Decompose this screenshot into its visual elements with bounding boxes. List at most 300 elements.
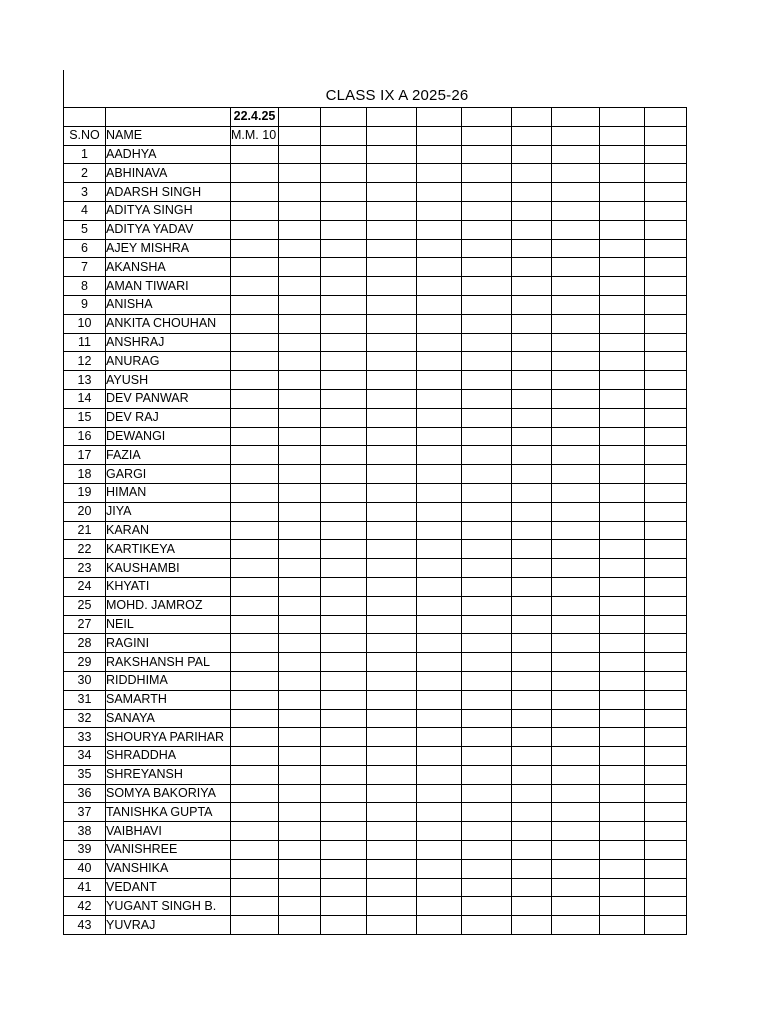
marks-cell[interactable] xyxy=(321,728,367,747)
marks-cell[interactable] xyxy=(552,408,600,427)
marks-cell[interactable] xyxy=(367,502,417,521)
marks-cell[interactable] xyxy=(512,220,552,239)
marks-cell[interactable] xyxy=(552,709,600,728)
marks-cell[interactable] xyxy=(512,728,552,747)
marks-cell[interactable] xyxy=(512,295,552,314)
marks-cell[interactable] xyxy=(645,277,687,296)
marks-cell[interactable] xyxy=(417,183,462,202)
marks-cell[interactable] xyxy=(462,314,512,333)
marks-cell[interactable] xyxy=(462,596,512,615)
marks-cell[interactable] xyxy=(231,145,279,164)
marks-cell[interactable] xyxy=(462,408,512,427)
marks-cell[interactable] xyxy=(231,408,279,427)
marks-cell[interactable] xyxy=(552,239,600,258)
marks-cell[interactable] xyxy=(552,220,600,239)
marks-cell[interactable] xyxy=(321,671,367,690)
marks-cell[interactable] xyxy=(321,201,367,220)
marks-cell[interactable] xyxy=(645,164,687,183)
marks-cell[interactable] xyxy=(367,577,417,596)
marks-cell[interactable] xyxy=(279,258,321,277)
marks-cell[interactable] xyxy=(600,521,645,540)
marks-cell[interactable] xyxy=(645,201,687,220)
marks-cell[interactable] xyxy=(600,389,645,408)
marks-cell[interactable] xyxy=(462,258,512,277)
marks-cell[interactable] xyxy=(231,521,279,540)
marks-cell[interactable] xyxy=(231,841,279,860)
marks-cell[interactable] xyxy=(512,408,552,427)
marks-cell[interactable] xyxy=(645,502,687,521)
marks-cell[interactable] xyxy=(279,295,321,314)
marks-cell[interactable] xyxy=(512,747,552,766)
marks-cell[interactable] xyxy=(231,822,279,841)
marks-cell[interactable] xyxy=(367,728,417,747)
marks-cell[interactable] xyxy=(321,878,367,897)
marks-cell[interactable] xyxy=(231,690,279,709)
marks-cell[interactable] xyxy=(600,803,645,822)
marks-cell[interactable] xyxy=(279,540,321,559)
marks-cell[interactable] xyxy=(417,784,462,803)
marks-cell[interactable] xyxy=(600,446,645,465)
marks-cell[interactable] xyxy=(417,258,462,277)
marks-cell[interactable] xyxy=(552,183,600,202)
marks-cell[interactable] xyxy=(279,765,321,784)
marks-cell[interactable] xyxy=(367,747,417,766)
marks-cell[interactable] xyxy=(645,784,687,803)
marks-cell[interactable] xyxy=(321,277,367,296)
marks-cell[interactable] xyxy=(552,389,600,408)
marks-cell[interactable] xyxy=(279,277,321,296)
marks-cell[interactable] xyxy=(645,615,687,634)
marks-cell[interactable] xyxy=(279,465,321,484)
marks-cell[interactable] xyxy=(321,220,367,239)
marks-cell[interactable] xyxy=(279,859,321,878)
marks-cell[interactable] xyxy=(367,841,417,860)
marks-cell[interactable] xyxy=(512,615,552,634)
marks-cell[interactable] xyxy=(600,465,645,484)
marks-cell[interactable] xyxy=(417,220,462,239)
marks-cell[interactable] xyxy=(417,615,462,634)
marks-cell[interactable] xyxy=(367,295,417,314)
marks-cell[interactable] xyxy=(231,859,279,878)
marks-cell[interactable] xyxy=(645,183,687,202)
marks-cell[interactable] xyxy=(512,803,552,822)
marks-cell[interactable] xyxy=(512,183,552,202)
marks-cell[interactable] xyxy=(279,446,321,465)
marks-cell[interactable] xyxy=(512,765,552,784)
marks-cell[interactable] xyxy=(231,765,279,784)
marks-cell[interactable] xyxy=(462,859,512,878)
marks-cell[interactable] xyxy=(462,295,512,314)
marks-cell[interactable] xyxy=(512,333,552,352)
marks-cell[interactable] xyxy=(512,389,552,408)
marks-cell[interactable] xyxy=(462,427,512,446)
marks-cell[interactable] xyxy=(321,371,367,390)
marks-cell[interactable] xyxy=(462,765,512,784)
marks-cell[interactable] xyxy=(645,446,687,465)
marks-cell[interactable] xyxy=(645,389,687,408)
marks-cell[interactable] xyxy=(367,277,417,296)
marks-cell[interactable] xyxy=(417,502,462,521)
marks-cell[interactable] xyxy=(231,540,279,559)
marks-cell[interactable] xyxy=(321,502,367,521)
marks-cell[interactable] xyxy=(231,465,279,484)
marks-cell[interactable] xyxy=(645,803,687,822)
marks-cell[interactable] xyxy=(462,371,512,390)
marks-cell[interactable] xyxy=(552,784,600,803)
marks-cell[interactable] xyxy=(600,314,645,333)
marks-cell[interactable] xyxy=(512,277,552,296)
marks-cell[interactable] xyxy=(645,314,687,333)
marks-cell[interactable] xyxy=(462,521,512,540)
marks-cell[interactable] xyxy=(417,201,462,220)
marks-cell[interactable] xyxy=(600,596,645,615)
marks-cell[interactable] xyxy=(645,258,687,277)
marks-cell[interactable] xyxy=(552,841,600,860)
marks-cell[interactable] xyxy=(279,690,321,709)
marks-cell[interactable] xyxy=(552,559,600,578)
marks-cell[interactable] xyxy=(600,784,645,803)
marks-cell[interactable] xyxy=(279,314,321,333)
marks-cell[interactable] xyxy=(645,859,687,878)
marks-cell[interactable] xyxy=(462,352,512,371)
marks-cell[interactable] xyxy=(231,916,279,935)
marks-cell[interactable] xyxy=(367,408,417,427)
marks-cell[interactable] xyxy=(321,784,367,803)
marks-cell[interactable] xyxy=(552,577,600,596)
marks-cell[interactable] xyxy=(462,502,512,521)
marks-cell[interactable] xyxy=(552,446,600,465)
marks-cell[interactable] xyxy=(462,540,512,559)
marks-cell[interactable] xyxy=(321,465,367,484)
marks-cell[interactable] xyxy=(552,859,600,878)
marks-cell[interactable] xyxy=(512,690,552,709)
marks-cell[interactable] xyxy=(600,352,645,371)
marks-cell[interactable] xyxy=(600,822,645,841)
marks-cell[interactable] xyxy=(552,634,600,653)
marks-cell[interactable] xyxy=(512,709,552,728)
marks-cell[interactable] xyxy=(462,145,512,164)
marks-cell[interactable] xyxy=(321,897,367,916)
marks-cell[interactable] xyxy=(231,709,279,728)
marks-cell[interactable] xyxy=(552,201,600,220)
marks-cell[interactable] xyxy=(367,634,417,653)
marks-cell[interactable] xyxy=(417,671,462,690)
marks-cell[interactable] xyxy=(367,333,417,352)
marks-cell[interactable] xyxy=(417,878,462,897)
marks-cell[interactable] xyxy=(417,841,462,860)
marks-cell[interactable] xyxy=(552,164,600,183)
marks-cell[interactable] xyxy=(417,822,462,841)
marks-cell[interactable] xyxy=(512,822,552,841)
marks-cell[interactable] xyxy=(279,352,321,371)
marks-cell[interactable] xyxy=(367,690,417,709)
marks-cell[interactable] xyxy=(552,333,600,352)
marks-cell[interactable] xyxy=(600,577,645,596)
marks-cell[interactable] xyxy=(600,878,645,897)
marks-cell[interactable] xyxy=(417,577,462,596)
marks-cell[interactable] xyxy=(512,145,552,164)
marks-cell[interactable] xyxy=(231,277,279,296)
marks-cell[interactable] xyxy=(231,427,279,446)
marks-cell[interactable] xyxy=(367,596,417,615)
marks-cell[interactable] xyxy=(417,371,462,390)
marks-cell[interactable] xyxy=(367,145,417,164)
marks-cell[interactable] xyxy=(279,577,321,596)
marks-cell[interactable] xyxy=(552,352,600,371)
marks-cell[interactable] xyxy=(367,615,417,634)
marks-cell[interactable] xyxy=(645,239,687,258)
marks-cell[interactable] xyxy=(552,314,600,333)
marks-cell[interactable] xyxy=(417,653,462,672)
marks-cell[interactable] xyxy=(231,671,279,690)
marks-cell[interactable] xyxy=(512,483,552,502)
marks-cell[interactable] xyxy=(321,803,367,822)
marks-cell[interactable] xyxy=(600,502,645,521)
marks-cell[interactable] xyxy=(552,671,600,690)
marks-cell[interactable] xyxy=(231,314,279,333)
marks-cell[interactable] xyxy=(231,615,279,634)
marks-cell[interactable] xyxy=(462,183,512,202)
marks-cell[interactable] xyxy=(512,164,552,183)
marks-cell[interactable] xyxy=(367,822,417,841)
marks-cell[interactable] xyxy=(417,540,462,559)
marks-cell[interactable] xyxy=(600,671,645,690)
marks-cell[interactable] xyxy=(279,483,321,502)
marks-cell[interactable] xyxy=(645,295,687,314)
marks-cell[interactable] xyxy=(552,483,600,502)
marks-cell[interactable] xyxy=(279,841,321,860)
marks-cell[interactable] xyxy=(231,559,279,578)
marks-cell[interactable] xyxy=(600,258,645,277)
marks-cell[interactable] xyxy=(512,878,552,897)
marks-cell[interactable] xyxy=(552,803,600,822)
marks-cell[interactable] xyxy=(645,728,687,747)
marks-cell[interactable] xyxy=(417,446,462,465)
marks-cell[interactable] xyxy=(462,615,512,634)
marks-cell[interactable] xyxy=(417,634,462,653)
marks-cell[interactable] xyxy=(645,709,687,728)
marks-cell[interactable] xyxy=(512,239,552,258)
marks-cell[interactable] xyxy=(512,446,552,465)
marks-cell[interactable] xyxy=(231,371,279,390)
marks-cell[interactable] xyxy=(462,784,512,803)
marks-cell[interactable] xyxy=(552,653,600,672)
marks-cell[interactable] xyxy=(321,389,367,408)
marks-cell[interactable] xyxy=(367,239,417,258)
marks-cell[interactable] xyxy=(645,559,687,578)
marks-cell[interactable] xyxy=(279,183,321,202)
marks-cell[interactable] xyxy=(367,540,417,559)
marks-cell[interactable] xyxy=(600,559,645,578)
marks-cell[interactable] xyxy=(600,333,645,352)
marks-cell[interactable] xyxy=(279,671,321,690)
marks-cell[interactable] xyxy=(552,916,600,935)
marks-cell[interactable] xyxy=(645,897,687,916)
marks-cell[interactable] xyxy=(231,577,279,596)
marks-cell[interactable] xyxy=(367,258,417,277)
marks-cell[interactable] xyxy=(600,841,645,860)
marks-cell[interactable] xyxy=(321,690,367,709)
marks-cell[interactable] xyxy=(321,483,367,502)
marks-cell[interactable] xyxy=(367,183,417,202)
marks-cell[interactable] xyxy=(279,239,321,258)
marks-cell[interactable] xyxy=(600,634,645,653)
marks-cell[interactable] xyxy=(367,446,417,465)
marks-cell[interactable] xyxy=(231,502,279,521)
marks-cell[interactable] xyxy=(279,653,321,672)
marks-cell[interactable] xyxy=(645,878,687,897)
marks-cell[interactable] xyxy=(231,295,279,314)
marks-cell[interactable] xyxy=(552,878,600,897)
marks-cell[interactable] xyxy=(600,145,645,164)
marks-cell[interactable] xyxy=(552,747,600,766)
marks-cell[interactable] xyxy=(552,765,600,784)
marks-cell[interactable] xyxy=(367,878,417,897)
marks-cell[interactable] xyxy=(321,352,367,371)
marks-cell[interactable] xyxy=(600,201,645,220)
marks-cell[interactable] xyxy=(279,145,321,164)
marks-cell[interactable] xyxy=(462,878,512,897)
marks-cell[interactable] xyxy=(321,408,367,427)
marks-cell[interactable] xyxy=(417,239,462,258)
marks-cell[interactable] xyxy=(417,483,462,502)
marks-cell[interactable] xyxy=(279,747,321,766)
marks-cell[interactable] xyxy=(321,145,367,164)
marks-cell[interactable] xyxy=(367,352,417,371)
marks-cell[interactable] xyxy=(512,653,552,672)
marks-cell[interactable] xyxy=(512,314,552,333)
marks-cell[interactable] xyxy=(367,521,417,540)
marks-cell[interactable] xyxy=(321,747,367,766)
marks-cell[interactable] xyxy=(279,521,321,540)
marks-cell[interactable] xyxy=(231,258,279,277)
marks-cell[interactable] xyxy=(231,352,279,371)
marks-cell[interactable] xyxy=(417,427,462,446)
marks-cell[interactable] xyxy=(600,765,645,784)
marks-cell[interactable] xyxy=(231,596,279,615)
marks-cell[interactable] xyxy=(512,916,552,935)
marks-cell[interactable] xyxy=(417,916,462,935)
marks-cell[interactable] xyxy=(462,709,512,728)
marks-cell[interactable] xyxy=(417,389,462,408)
marks-cell[interactable] xyxy=(279,164,321,183)
marks-cell[interactable] xyxy=(552,277,600,296)
marks-cell[interactable] xyxy=(321,634,367,653)
marks-cell[interactable] xyxy=(462,239,512,258)
marks-cell[interactable] xyxy=(552,258,600,277)
marks-cell[interactable] xyxy=(321,333,367,352)
marks-cell[interactable] xyxy=(417,765,462,784)
marks-cell[interactable] xyxy=(462,220,512,239)
marks-cell[interactable] xyxy=(645,427,687,446)
marks-cell[interactable] xyxy=(231,878,279,897)
marks-cell[interactable] xyxy=(645,634,687,653)
marks-cell[interactable] xyxy=(600,295,645,314)
marks-cell[interactable] xyxy=(552,521,600,540)
marks-cell[interactable] xyxy=(645,765,687,784)
marks-cell[interactable] xyxy=(600,747,645,766)
marks-cell[interactable] xyxy=(321,916,367,935)
marks-cell[interactable] xyxy=(645,465,687,484)
marks-cell[interactable] xyxy=(231,164,279,183)
marks-cell[interactable] xyxy=(367,559,417,578)
marks-cell[interactable] xyxy=(600,859,645,878)
marks-cell[interactable] xyxy=(321,258,367,277)
marks-cell[interactable] xyxy=(512,502,552,521)
marks-cell[interactable] xyxy=(552,897,600,916)
marks-cell[interactable] xyxy=(321,540,367,559)
marks-cell[interactable] xyxy=(321,521,367,540)
marks-cell[interactable] xyxy=(462,916,512,935)
marks-cell[interactable] xyxy=(321,314,367,333)
marks-cell[interactable] xyxy=(645,653,687,672)
marks-cell[interactable] xyxy=(600,916,645,935)
marks-cell[interactable] xyxy=(367,916,417,935)
marks-cell[interactable] xyxy=(645,841,687,860)
marks-cell[interactable] xyxy=(462,841,512,860)
marks-cell[interactable] xyxy=(645,577,687,596)
marks-cell[interactable] xyxy=(462,728,512,747)
marks-cell[interactable] xyxy=(231,728,279,747)
marks-cell[interactable] xyxy=(279,803,321,822)
marks-cell[interactable] xyxy=(462,446,512,465)
marks-cell[interactable] xyxy=(367,859,417,878)
marks-cell[interactable] xyxy=(512,634,552,653)
marks-cell[interactable] xyxy=(417,596,462,615)
marks-cell[interactable] xyxy=(600,220,645,239)
marks-cell[interactable] xyxy=(279,784,321,803)
marks-cell[interactable] xyxy=(462,277,512,296)
marks-cell[interactable] xyxy=(367,371,417,390)
marks-cell[interactable] xyxy=(512,841,552,860)
marks-cell[interactable] xyxy=(417,559,462,578)
marks-cell[interactable] xyxy=(552,502,600,521)
marks-cell[interactable] xyxy=(645,690,687,709)
marks-cell[interactable] xyxy=(552,596,600,615)
marks-cell[interactable] xyxy=(321,822,367,841)
marks-cell[interactable] xyxy=(417,803,462,822)
marks-cell[interactable] xyxy=(512,427,552,446)
marks-cell[interactable] xyxy=(231,201,279,220)
marks-cell[interactable] xyxy=(462,483,512,502)
marks-cell[interactable] xyxy=(462,577,512,596)
marks-cell[interactable] xyxy=(279,916,321,935)
marks-cell[interactable] xyxy=(367,465,417,484)
marks-cell[interactable] xyxy=(321,559,367,578)
marks-cell[interactable] xyxy=(321,859,367,878)
marks-cell[interactable] xyxy=(231,634,279,653)
marks-cell[interactable] xyxy=(321,615,367,634)
marks-cell[interactable] xyxy=(279,709,321,728)
marks-cell[interactable] xyxy=(600,427,645,446)
marks-cell[interactable] xyxy=(600,371,645,390)
marks-cell[interactable] xyxy=(417,352,462,371)
marks-cell[interactable] xyxy=(231,446,279,465)
marks-cell[interactable] xyxy=(279,408,321,427)
marks-cell[interactable] xyxy=(462,690,512,709)
marks-cell[interactable] xyxy=(645,671,687,690)
marks-cell[interactable] xyxy=(231,784,279,803)
marks-cell[interactable] xyxy=(321,164,367,183)
marks-cell[interactable] xyxy=(231,220,279,239)
marks-cell[interactable] xyxy=(645,371,687,390)
marks-cell[interactable] xyxy=(417,859,462,878)
marks-cell[interactable] xyxy=(279,634,321,653)
marks-cell[interactable] xyxy=(552,371,600,390)
marks-cell[interactable] xyxy=(462,897,512,916)
marks-cell[interactable] xyxy=(512,521,552,540)
marks-cell[interactable] xyxy=(321,239,367,258)
